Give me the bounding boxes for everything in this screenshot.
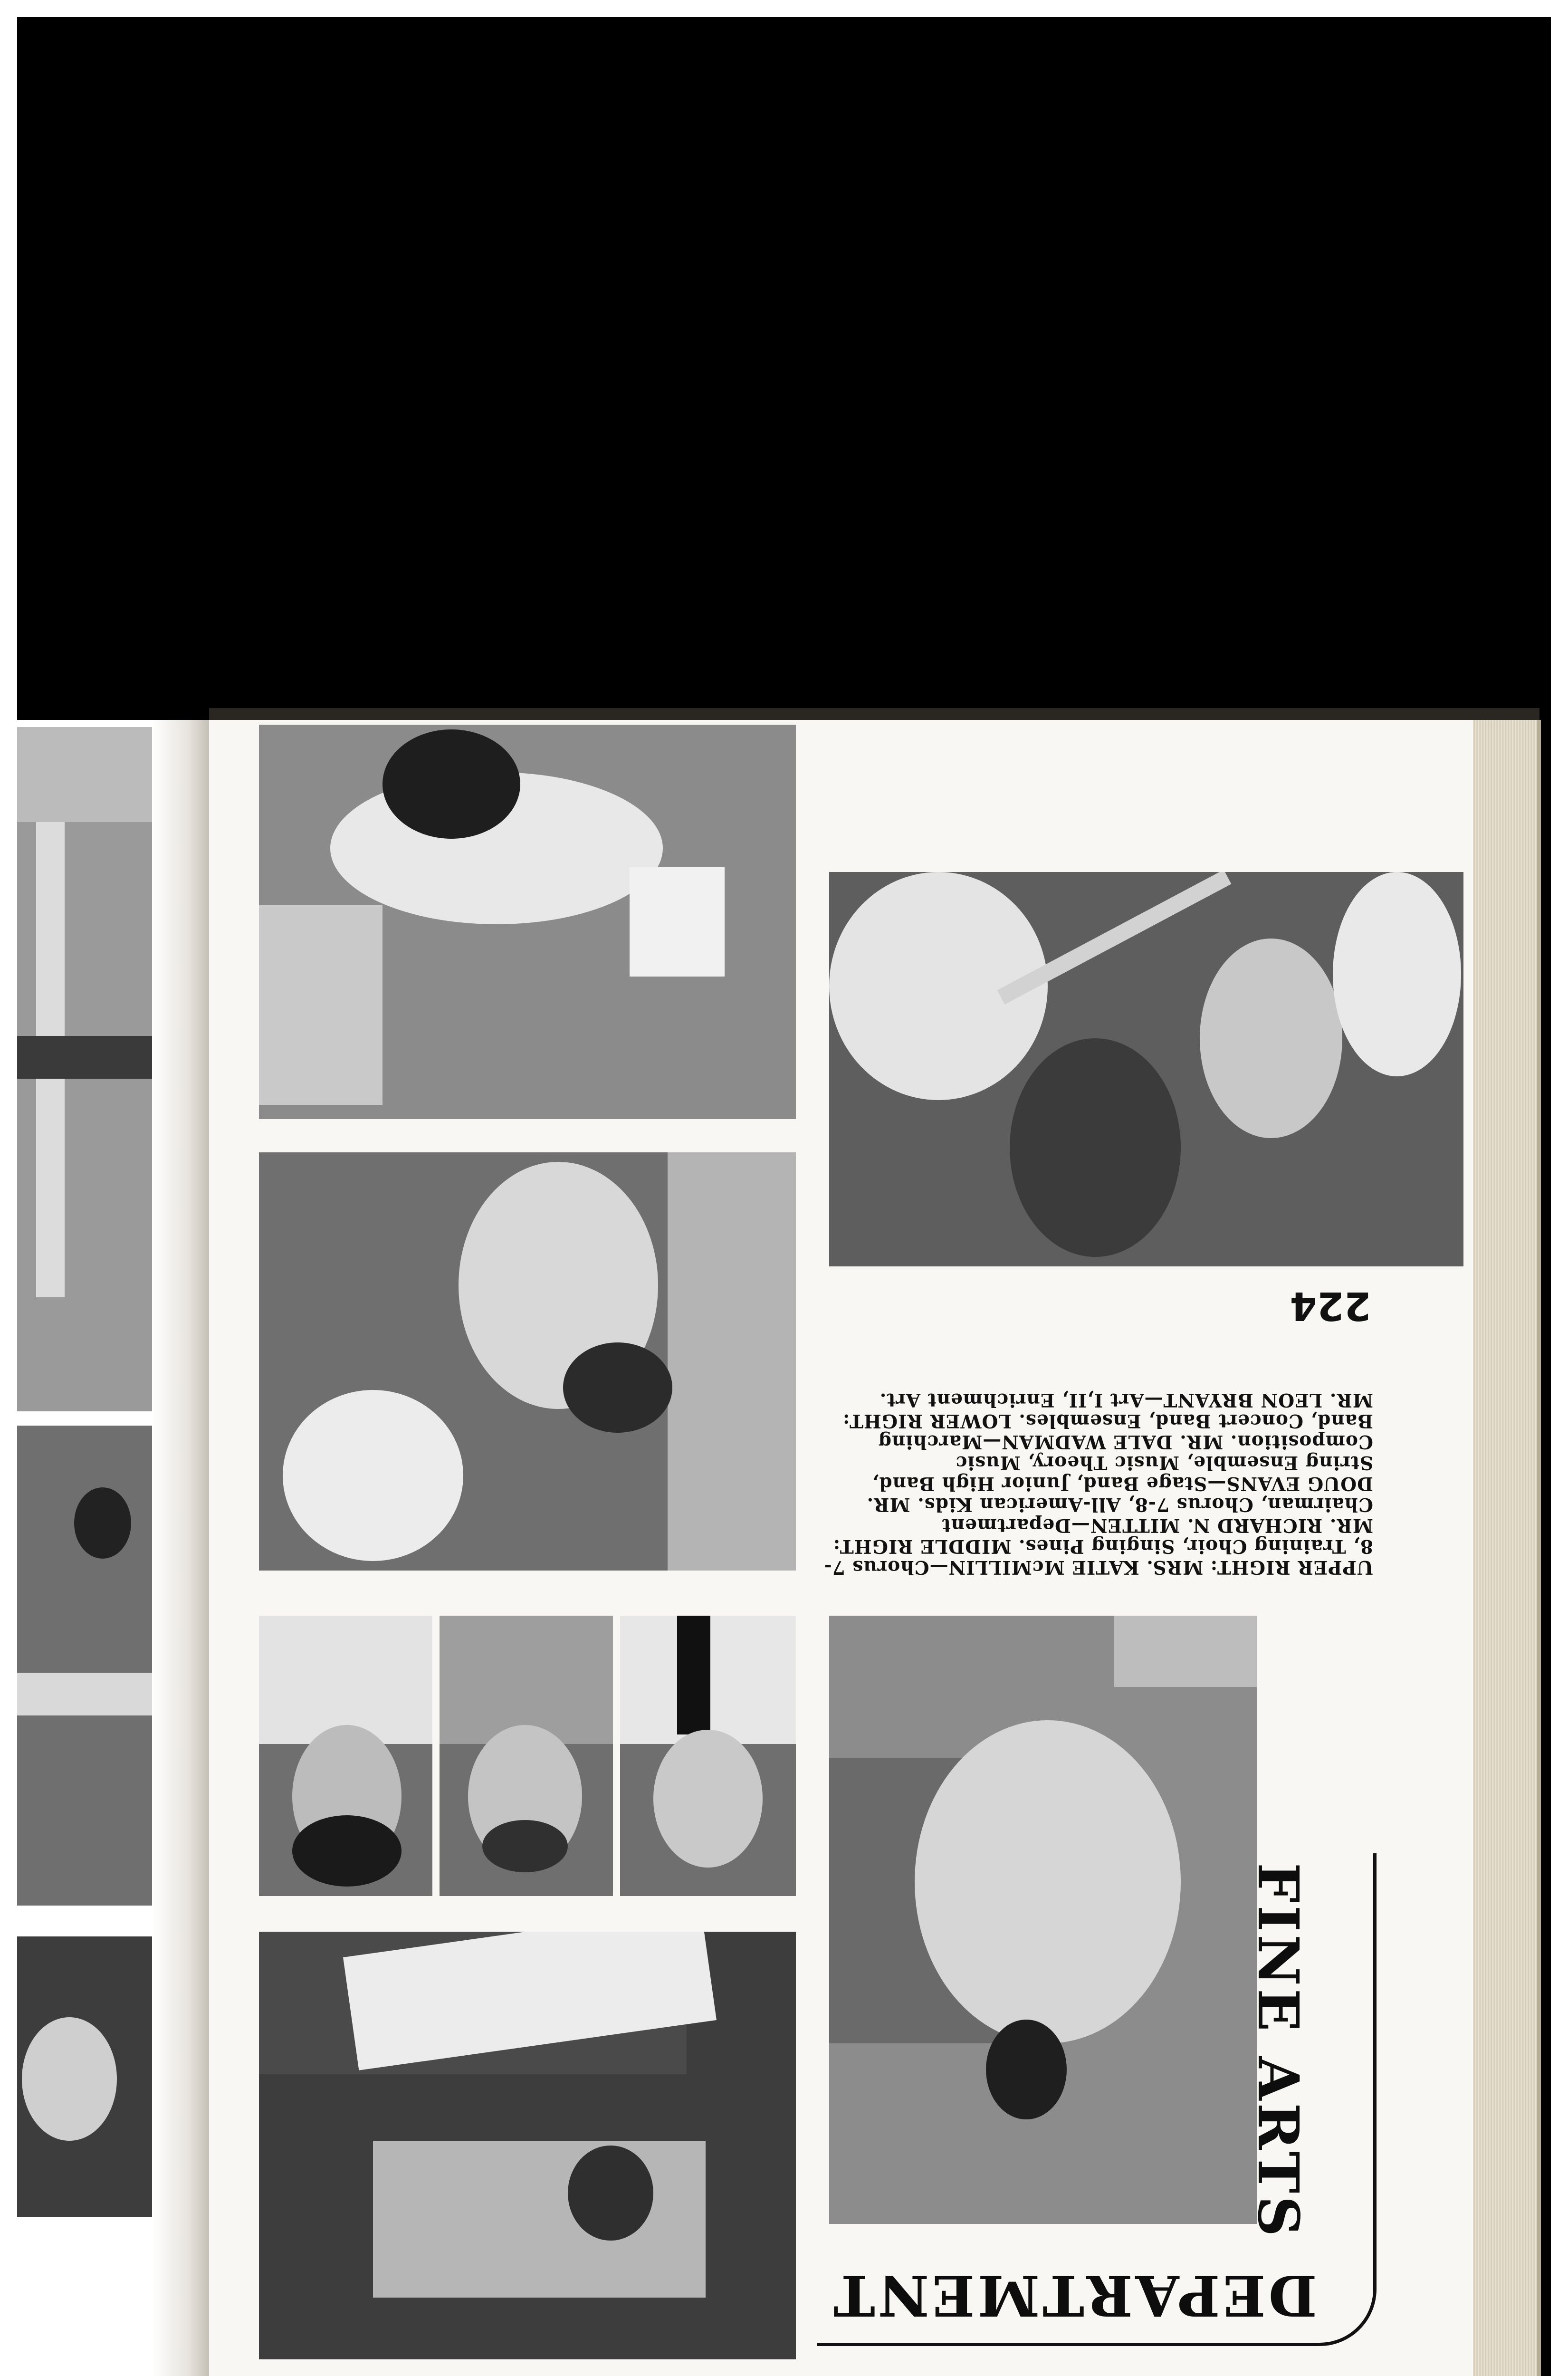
photo-portrait-1 bbox=[259, 1616, 432, 1896]
photo-trumpet-lesson bbox=[829, 872, 1463, 1266]
title-department: DEPARTMENT bbox=[831, 2262, 1317, 2328]
staff-caption bbox=[822, 1321, 1373, 1578]
caption-text: UPPER RIGHT: MRS. KATIE McMILLIN—Chorus 7-8, Training Choir, Singing Pines. MIDDLE RIGHT: MR. RICHARD N. MITTEN—Department Chairman, Chorus 7-8, All-American Kids. MR. DOUG EVANS—Stage Band, Junior High Band, String Ensemble, Music Theory, Music Composition. MR. DALE WADMAN—Marching Band, Concert Band, Ensembles. LOWER RIGHT: MR. LEON BRYANT—Art I,II, Enrichment Art. bbox=[823, 1389, 1373, 1578]
title-fine-arts: FINE ARTS bbox=[1245, 1863, 1311, 2240]
photo-students-art-class bbox=[259, 1152, 796, 1571]
photo-portrait-3 bbox=[620, 1616, 796, 1896]
photo-teacher-pointing-board bbox=[259, 725, 796, 1119]
page-number: 224 bbox=[1290, 1283, 1371, 1328]
book-gutter bbox=[152, 720, 214, 2376]
photo-portrait-2 bbox=[440, 1616, 613, 1896]
left-page-photo-pool bbox=[17, 727, 153, 1411]
page-edges bbox=[1473, 720, 1541, 2376]
left-page-photo-student-portrait bbox=[17, 1936, 153, 2217]
photo-music-conductor bbox=[259, 1932, 796, 2359]
left-page-photo-swimmers bbox=[17, 1426, 153, 1906]
